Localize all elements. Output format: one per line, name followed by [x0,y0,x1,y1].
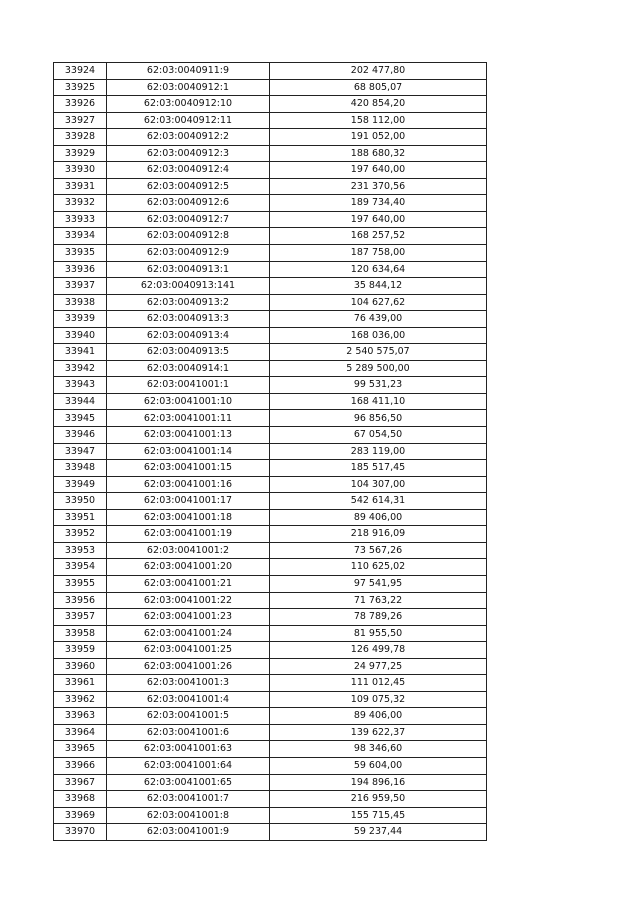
cadastral-number-cell: 62:03:0041001:5 [107,708,270,725]
table-row [54,509,487,526]
table-row [54,327,487,344]
row-number-cell: 33930 [54,162,107,179]
table-row [54,377,487,394]
value-cell: 110 625,02 [270,559,487,576]
table-row [54,129,487,146]
cadastral-number-cell: 62:03:0040912:6 [107,195,270,212]
row-number-cell: 33955 [54,575,107,592]
table-row [54,708,487,725]
cadastral-number-cell: 62:03:0041001:13 [107,427,270,444]
value-cell: 97 541,95 [270,575,487,592]
cadastral-number-cell: 62:03:0041001:8 [107,807,270,824]
cadastral-number-cell: 62:03:0041001:19 [107,526,270,543]
cadastral-number-cell: 62:03:0041001:10 [107,393,270,410]
value-cell: 120 634,64 [270,261,487,278]
row-number-cell: 33946 [54,427,107,444]
value-cell: 24 977,25 [270,658,487,675]
value-cell: 158 112,00 [270,112,487,129]
cadastral-number-cell: 62:03:0041001:25 [107,642,270,659]
value-cell: 218 916,09 [270,526,487,543]
row-number-cell: 33954 [54,559,107,576]
table-row [54,460,487,477]
cadastral-number-cell: 62:03:0041001:20 [107,559,270,576]
value-cell: 168 411,10 [270,393,487,410]
value-cell: 188 680,32 [270,145,487,162]
row-number-cell: 33953 [54,542,107,559]
value-cell: 89 406,00 [270,708,487,725]
table-row [54,575,487,592]
cadastral-number-cell: 62:03:0041001:23 [107,609,270,626]
table-row [54,344,487,361]
row-number-cell: 33935 [54,245,107,262]
table-row [54,410,487,427]
table-row [54,112,487,129]
table-row [54,774,487,791]
row-number-cell: 33924 [54,63,107,80]
row-number-cell: 33958 [54,625,107,642]
value-cell: 99 531,23 [270,377,487,394]
cadastral-number-cell: 62:03:0040913:4 [107,327,270,344]
value-cell: 71 763,22 [270,592,487,609]
row-number-cell: 33928 [54,129,107,146]
table-row [54,96,487,113]
value-cell: 89 406,00 [270,509,487,526]
row-number-cell: 33934 [54,228,107,245]
cadastral-number-cell: 62:03:0041001:24 [107,625,270,642]
row-number-cell: 33932 [54,195,107,212]
row-number-cell: 33945 [54,410,107,427]
value-cell: 109 075,32 [270,691,487,708]
table-row [54,178,487,195]
table-row [54,592,487,609]
row-number-cell: 33967 [54,774,107,791]
value-cell: 5 289 500,00 [270,360,487,377]
row-number-cell: 33959 [54,642,107,659]
cadastral-number-cell: 62:03:0041001:26 [107,658,270,675]
value-cell: 139 622,37 [270,724,487,741]
row-number-cell: 33968 [54,791,107,808]
cadastral-number-cell: 62:03:0041001:15 [107,460,270,477]
table-row [54,228,487,245]
row-number-cell: 33951 [54,509,107,526]
value-cell: 420 854,20 [270,96,487,113]
row-number-cell: 33944 [54,393,107,410]
table-row [54,791,487,808]
cadastral-number-cell: 62:03:0041001:6 [107,724,270,741]
table-row [54,741,487,758]
value-cell: 111 012,45 [270,675,487,692]
cadastral-number-cell: 62:03:0041001:22 [107,592,270,609]
row-number-cell: 33937 [54,278,107,295]
cadastral-number-cell: 62:03:0040913:5 [107,344,270,361]
cadastral-number-cell: 62:03:0041001:64 [107,757,270,774]
row-number-cell: 33940 [54,327,107,344]
cadastral-number-cell: 62:03:0041001:63 [107,741,270,758]
value-cell: 78 789,26 [270,609,487,626]
table-row [54,609,487,626]
table-row [54,195,487,212]
row-number-cell: 33925 [54,79,107,96]
value-cell: 98 346,60 [270,741,487,758]
value-cell: 194 896,16 [270,774,487,791]
row-number-cell: 33941 [54,344,107,361]
row-number-cell: 33961 [54,675,107,692]
table-row [54,261,487,278]
value-cell: 35 844,12 [270,278,487,295]
row-number-cell: 33948 [54,460,107,477]
table-row [54,691,487,708]
row-number-cell: 33956 [54,592,107,609]
row-number-cell: 33942 [54,360,107,377]
row-number-cell: 33957 [54,609,107,626]
cadastral-number-cell: 62:03:0040914:1 [107,360,270,377]
table-row [54,526,487,543]
row-number-cell: 33965 [54,741,107,758]
cadastral-number-cell: 62:03:0040912:3 [107,145,270,162]
value-cell: 231 370,56 [270,178,487,195]
value-cell: 68 805,07 [270,79,487,96]
value-cell: 542 614,31 [270,493,487,510]
value-cell: 216 959,50 [270,791,487,808]
table-row [54,162,487,179]
table-row [54,427,487,444]
row-number-cell: 33960 [54,658,107,675]
cadastral-number-cell: 62:03:0041001:16 [107,476,270,493]
cadastral-number-cell: 62:03:0041001:3 [107,675,270,692]
value-cell: 191 052,00 [270,129,487,146]
table-row [54,311,487,328]
row-number-cell: 33927 [54,112,107,129]
row-number-cell: 33952 [54,526,107,543]
value-cell: 185 517,45 [270,460,487,477]
table-row [54,79,487,96]
value-cell: 81 955,50 [270,625,487,642]
table-row [54,824,487,841]
table-row [54,675,487,692]
cadastral-number-cell: 62:03:0040912:4 [107,162,270,179]
row-number-cell: 33970 [54,824,107,841]
row-number-cell: 33949 [54,476,107,493]
value-cell: 189 734,40 [270,195,487,212]
cadastral-number-cell: 62:03:0040913:141 [107,278,270,295]
table-row [54,642,487,659]
table-row [54,145,487,162]
table-row [54,476,487,493]
cadastral-number-cell: 62:03:0041001:9 [107,824,270,841]
value-cell: 104 307,00 [270,476,487,493]
cadastral-number-cell: 62:03:0040912:7 [107,211,270,228]
cadastral-number-cell: 62:03:0041001:7 [107,791,270,808]
cadastral-number-cell: 62:03:0040913:1 [107,261,270,278]
row-number-cell: 33962 [54,691,107,708]
cadastral-number-cell: 62:03:0041001:18 [107,509,270,526]
value-cell: 197 640,00 [270,162,487,179]
cadastral-number-cell: 62:03:0041001:14 [107,443,270,460]
cadastral-number-cell: 62:03:0040912:9 [107,245,270,262]
row-number-cell: 33939 [54,311,107,328]
value-cell: 126 499,78 [270,642,487,659]
value-cell: 197 640,00 [270,211,487,228]
registry-table [53,62,487,841]
row-number-cell: 33947 [54,443,107,460]
table-row [54,807,487,824]
cadastral-number-cell: 62:03:0040912:1 [107,79,270,96]
table-row [54,245,487,262]
table-row [54,542,487,559]
value-cell: 168 257,52 [270,228,487,245]
cadastral-number-cell: 62:03:0040912:5 [107,178,270,195]
table-row [54,559,487,576]
row-number-cell: 33926 [54,96,107,113]
registry-table-body [54,63,487,841]
cadastral-number-cell: 62:03:0041001:11 [107,410,270,427]
cadastral-number-cell: 62:03:0040913:2 [107,294,270,311]
value-cell: 67 054,50 [270,427,487,444]
table-row [54,443,487,460]
table-row [54,63,487,80]
cadastral-number-cell: 62:03:0040912:8 [107,228,270,245]
cadastral-number-cell: 62:03:0040912:11 [107,112,270,129]
value-cell: 283 119,00 [270,443,487,460]
value-cell: 76 439,00 [270,311,487,328]
value-cell: 59 237,44 [270,824,487,841]
table-row [54,493,487,510]
table-row [54,757,487,774]
value-cell: 2 540 575,07 [270,344,487,361]
cadastral-number-cell: 62:03:0041001:4 [107,691,270,708]
row-number-cell: 33963 [54,708,107,725]
table-row [54,294,487,311]
row-number-cell: 33936 [54,261,107,278]
row-number-cell: 33933 [54,211,107,228]
row-number-cell: 33943 [54,377,107,394]
table-row [54,393,487,410]
cadastral-number-cell: 62:03:0040912:10 [107,96,270,113]
table-row [54,360,487,377]
row-number-cell: 33950 [54,493,107,510]
value-cell: 73 567,26 [270,542,487,559]
table-row [54,278,487,295]
value-cell: 168 036,00 [270,327,487,344]
cadastral-number-cell: 62:03:0040912:2 [107,129,270,146]
row-number-cell: 33931 [54,178,107,195]
table-row [54,658,487,675]
table-row [54,625,487,642]
cadastral-number-cell: 62:03:0041001:2 [107,542,270,559]
value-cell: 59 604,00 [270,757,487,774]
value-cell: 104 627,62 [270,294,487,311]
cadastral-number-cell: 62:03:0041001:1 [107,377,270,394]
table-row [54,724,487,741]
row-number-cell: 33938 [54,294,107,311]
value-cell: 155 715,45 [270,807,487,824]
row-number-cell: 33969 [54,807,107,824]
cadastral-number-cell: 62:03:0041001:17 [107,493,270,510]
cadastral-number-cell: 62:03:0041001:65 [107,774,270,791]
value-cell: 96 856,50 [270,410,487,427]
row-number-cell: 33964 [54,724,107,741]
cadastral-number-cell: 62:03:0040911:9 [107,63,270,80]
cadastral-number-cell: 62:03:0041001:21 [107,575,270,592]
value-cell: 202 477,80 [270,63,487,80]
value-cell: 187 758,00 [270,245,487,262]
row-number-cell: 33966 [54,757,107,774]
table-row [54,211,487,228]
row-number-cell: 33929 [54,145,107,162]
cadastral-number-cell: 62:03:0040913:3 [107,311,270,328]
